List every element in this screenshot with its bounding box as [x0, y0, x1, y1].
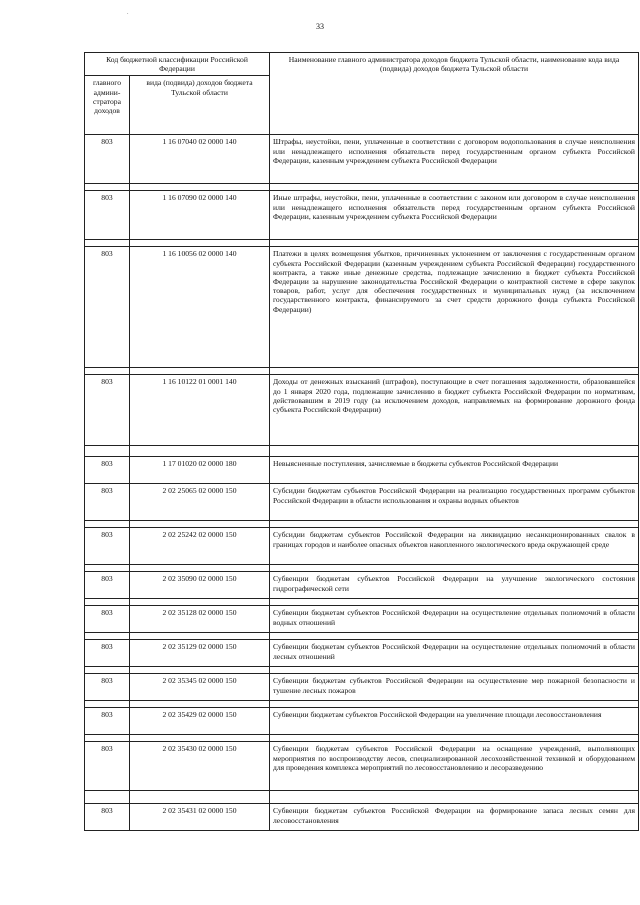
admin-code-cell: 803: [85, 606, 130, 633]
table-row: [85, 484, 639, 521]
admin-code-cell: 803: [85, 572, 130, 599]
revenue-name-cell: Иные штрафы, неустойки, пени, уплаченные в соответствии с законом или договором в случае неисполнения или ненадлежащего исполнения обязательств перед государственным органом субъекта Российской Федерации, казенным учреждением субъекта Российской Федерации: [270, 191, 639, 240]
revenue-code-cell: 2 02 25242 02 0000 150: [130, 528, 270, 565]
admin-code-cell: 803: [85, 375, 130, 446]
revenue-code-cell: 2 02 35429 02 0000 150: [130, 708, 270, 735]
admin-code-cell: 803: [85, 247, 130, 368]
revenue-code-cell: 1 16 10056 02 0000 140: [130, 247, 270, 368]
table-row: [85, 674, 639, 701]
revenue-name-cell: Субвенции бюджетам субъектов Российской Федерации на улучшение экологического состояния гидрографической сети: [270, 572, 639, 599]
admin-code-cell: 803: [85, 191, 130, 240]
admin-code-cell: 803: [85, 457, 130, 484]
revenue-name-cell: Субвенции бюджетам субъектов Российской Федерации на формирование запаса лесных семян для лесовосстановления: [270, 804, 639, 831]
admin-code-cell: 803: [85, 528, 130, 565]
revenue-name-cell: Субвенции бюджетам субъектов Российской Федерации на оснащение учреждений, выполняющих мероприятия по воспроизводству лесов, специализированной лесохозяйственной техникой и оборудованием для проведения комплекса мероприятий по лесовосстановлению и лесоразведению: [270, 742, 639, 791]
table-row: [85, 247, 639, 368]
admin-code-cell: 803: [85, 640, 130, 667]
revenue-code-cell: 2 02 35129 02 0000 150: [130, 640, 270, 667]
revenue-name-cell: Штрафы, неустойки, пени, уплаченные в соответствии с договором водопользования в случае неисполнения или ненадлежащего исполнения обязательств перед государственным органом субъекта Российской Федерации, казенным учреждением субъекта Российской Федерации: [270, 135, 639, 184]
page-number: 33: [316, 22, 324, 31]
admin-code-cell: 803: [85, 484, 130, 521]
header-admin-column: главного админи-стратора доходов: [85, 76, 130, 135]
table-row: [85, 606, 639, 633]
table-row: [85, 135, 639, 184]
revenue-code-cell: 2 02 35090 02 0000 150: [130, 572, 270, 599]
revenue-name-cell: Платежи в целях возмещения убытков, причиненных уклонением от заключения с государственным органом субъекта Российской Федерации (казенным учреждением субъекта Российской Федерации) государственного контракта, а также иные денежные средства, подлежащие зачислению в бюджет субъекта Российской Федерации за нарушение законодательства Российской Федерации о контрактной системе в сфере закупок товаров, работ, услуг для обеспечения государственных и муниципальных нужд (за исключением государственного контракта, финансируемого за счет средств дорожного фонда субъекта Российской Федерации): [270, 247, 639, 368]
revenue-name-cell: Доходы от денежных взысканий (штрафов), поступающие в счет погашения задолженности, образовавшейся до 1 января 2020 года, подлежащие зачислению в бюджет субъекта Российской Федерации по нормативам, действовавшим в 2019 году (за исключением доходов, направляемых на формирование дорожного фонда субъекта Российской Федерации): [270, 375, 639, 446]
admin-code-cell: 803: [85, 742, 130, 791]
table-row: [85, 572, 639, 599]
header-name-column: Наименование главного администратора доходов бюджета Тульской области, наименование кода вида (подвида) доходов бюджета Тульской области: [270, 53, 639, 135]
table-row: [85, 457, 639, 484]
revenue-code-cell: 2 02 25065 02 0000 150: [130, 484, 270, 521]
revenue-name-cell: Субвенции бюджетам субъектов Российской Федерации на увеличение площади лесовосстановления: [270, 708, 639, 735]
table-row: [85, 804, 639, 831]
revenue-code-cell: 1 16 10122 01 0001 140: [130, 375, 270, 446]
table-row: [85, 191, 639, 240]
revenue-code-cell: 2 02 35345 02 0000 150: [130, 674, 270, 701]
header-type-column: вида (подвида) доходов бюджета Тульской области: [130, 76, 270, 135]
revenue-name-cell: Невыясненные поступления, зачисляемые в бюджеты субъектов Российской Федерации: [270, 457, 639, 484]
table-row: [85, 708, 639, 735]
table-row: [85, 375, 639, 446]
admin-code-cell: 803: [85, 674, 130, 701]
revenue-code-cell: 1 17 01020 02 0000 180: [130, 457, 270, 484]
revenue-code-cell: 1 16 07090 02 0000 140: [130, 191, 270, 240]
revenue-code-cell: 2 02 35430 02 0000 150: [130, 742, 270, 791]
table-row: [85, 640, 639, 667]
budget-classification-table: [84, 52, 639, 831]
admin-code-cell: 803: [85, 708, 130, 735]
revenue-code-cell: 2 02 35431 02 0000 150: [130, 804, 270, 831]
revenue-code-cell: 1 16 07040 02 0000 140: [130, 135, 270, 184]
revenue-name-cell: Субсидии бюджетам субъектов Российской Федерации на реализацию государственных программ субъектов Российской Федерации в области использования и охраны водных объектов: [270, 484, 639, 521]
revenue-name-cell: Субсидии бюджетам субъектов Российской Федерации на ликвидацию несанкционированных свалок в границах городов и наиболее опасных объектов накопленного экологического вреда окружающей среде: [270, 528, 639, 565]
table-row: [85, 528, 639, 565]
admin-code-cell: 803: [85, 135, 130, 184]
table-row: [85, 742, 639, 791]
revenue-name-cell: Субвенции бюджетам субъектов Российской Федерации на осуществление отдельных полномочий в области лесных отношений: [270, 640, 639, 667]
header-code-group: Код бюджетной классификации Российской Федерации: [85, 53, 270, 76]
corner-mark: .: [127, 10, 129, 16]
revenue-code-cell: 2 02 35128 02 0000 150: [130, 606, 270, 633]
revenue-name-cell: Субвенции бюджетам субъектов Российской Федерации на осуществление отдельных полномочий в области водных отношений: [270, 606, 639, 633]
revenue-name-cell: Субвенции бюджетам субъектов Российской Федерации на осуществление мер пожарной безопасности и тушение лесных пожаров: [270, 674, 639, 701]
admin-code-cell: 803: [85, 804, 130, 831]
